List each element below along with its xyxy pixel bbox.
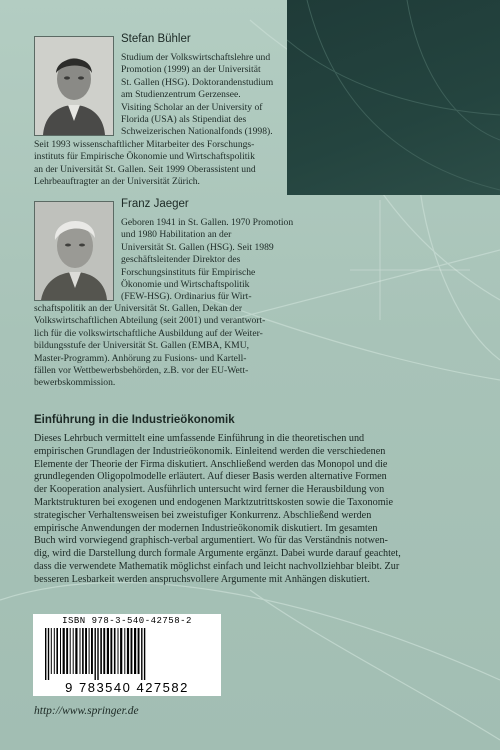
description-line: Buch wird vorwiegend graphisch-verbal argumentiert. Wo für das Verständnis notwen-	[34, 535, 388, 547]
portrait-image	[35, 37, 113, 135]
description-line: Elemente der Theorie der Firma diskutiert. Anschließend werden das Monopol und die	[34, 458, 388, 470]
barcode-bar	[120, 628, 122, 674]
bio-line: schaftspolitik an der Universität St. Gallen, Dekan der	[34, 303, 243, 314]
barcode-bar	[80, 628, 81, 674]
bio-line: Visiting Scholar an der University of	[121, 101, 263, 113]
author-1-bio-column	[121, 52, 273, 139]
barcode-bar	[131, 628, 133, 674]
barcode-bar	[103, 628, 105, 674]
barcode-bar	[66, 628, 68, 674]
bio-line: geschäftsleitender Direktor des	[121, 254, 241, 266]
bio-line: Volkswirtschaftlichen Abteilung (seit 2001) und verantwort-	[34, 315, 266, 327]
barcode-bar	[70, 628, 71, 674]
dark-block-curves	[287, 0, 500, 195]
barcode-bar	[60, 628, 61, 674]
bio-line: instituts für Empirische Ökonomie und Wirtschaftspolitik	[34, 151, 255, 163]
barcode-bar	[48, 628, 49, 680]
author-photo-franz-jaeger	[34, 201, 114, 301]
bio-line: und 1980 Habilitation an der	[121, 229, 232, 241]
barcode-bar	[82, 628, 84, 674]
bio-line: Master-Programm). Anhörung zu Fusions- und Kartell-	[34, 352, 247, 364]
barcode-bar	[95, 628, 96, 680]
barcode-bar	[118, 628, 119, 674]
barcode-bar	[134, 628, 136, 674]
description-line: Dieses Lehrbuch vermittelt eine umfassende Einführung in die theoretischen und	[34, 433, 365, 444]
barcode-bar	[54, 628, 55, 674]
isbn-barcode	[33, 614, 221, 696]
barcode-bar	[141, 628, 142, 680]
bio-line: Geboren 1941 in St. Gallen. 1970 Promotion	[121, 217, 294, 228]
bio-line: bildungsstufe der Universität St. Gallen (EMBA, KMU,	[34, 340, 250, 352]
barcode-bar	[75, 628, 77, 674]
author-2-bio-full	[34, 303, 265, 390]
barcode-bar	[100, 628, 102, 674]
description-line: besseren Lesbarkeit werden anspruchsvollere Argumente mit Anhängen diskutiert.	[34, 573, 370, 585]
bio-line: Lehrbeauftragter an der Universität Zürich.	[34, 176, 200, 188]
author-1-bio-full	[34, 139, 256, 189]
description-line: strategischer Verhaltensweisen bei zweistufiger Konkurrenz. Abschließend werden	[34, 509, 372, 521]
description-line: dass die verwendete Mathematik möglichst einfach und leicht nachvollziehbar bleibt. Zur	[34, 560, 400, 572]
portrait-image	[35, 202, 113, 300]
bio-line: an der Universität St. Gallen. Seit 1999 Oberassistent und	[34, 163, 256, 175]
bio-line: bewerbskommission.	[34, 377, 116, 389]
ean-number: 9 783540 427582	[65, 680, 189, 695]
barcode-bar	[56, 628, 58, 674]
author-photo-stefan-buehler	[34, 36, 114, 136]
bio-line: Forschungsinstituts für Empirische	[121, 266, 256, 278]
description-line: empirischen Grundlagen der Industrieökonomik. Einleitend werden die verschiedenen	[34, 445, 386, 457]
barcode-bar	[73, 628, 74, 674]
barcode-bar	[124, 628, 125, 674]
description-line: grundlegenden Oligopolmodelle erläutert. Auf dieser Basis werden alternative Formen	[34, 471, 387, 483]
barcode-bar	[127, 628, 129, 674]
barcode-bar	[107, 628, 109, 674]
book-title: Einführung in die Industrieökonomik	[34, 414, 235, 426]
author-name-1: Stefan Bühler	[121, 33, 191, 45]
bio-line: Ökonomie und Wirtschaftspolitik	[121, 279, 250, 291]
bio-line: lich für die volkswirtschaftliche Ausbildung auf der Weiter-	[34, 327, 263, 339]
description-line: dig, wird die Darstellung durch formale Argumente ergänzt. Dabei wurde darauf geachtet,	[34, 548, 401, 560]
bio-line: Universität St. Gallen (HSG). Seit 1989	[121, 241, 274, 253]
bio-line: Seit 1993 wissenschaftlicher Mitarbeiter des Forschungs-	[34, 139, 255, 150]
bio-line: am Studienzentrum Gerzensee.	[121, 89, 241, 101]
isbn-text: ISBN 978-3-540-42758-2	[62, 616, 192, 626]
barcode-bar	[138, 628, 140, 674]
book-description	[34, 433, 401, 587]
barcode-bar	[85, 628, 87, 674]
bio-line: fällen vor Wettbewerbsbehörden, z.B. vor der EU-Wett-	[34, 365, 249, 377]
barcode-bar	[91, 628, 93, 674]
bio-line: (FEW-HSG). Ordinarius für Wirt-	[121, 291, 252, 303]
bio-line: St. Gallen (HSG). Doktorandenstudium	[121, 76, 274, 88]
barcode-bar	[89, 628, 90, 674]
description-line: empirische Anwendungen der modernen Industrieökonomik diskutiert. Im gesamten	[34, 522, 378, 534]
author-2-bio-column	[121, 217, 293, 304]
bio-line: Schweizerischen Nationalfonds (1998).	[121, 126, 273, 138]
barcode-bar	[51, 628, 52, 674]
barcode-bar	[63, 628, 65, 674]
author-name-2: Franz Jaeger	[121, 198, 189, 210]
barcode-bar	[97, 628, 98, 680]
barcode-bar	[144, 628, 145, 680]
publisher-url[interactable]: http://www.springer.de	[34, 705, 139, 717]
barcode-bar	[114, 628, 116, 674]
bio-line: Promotion (1999) an der Universität	[121, 64, 261, 76]
bio-line: Florida (USA) als Stipendiat des	[121, 114, 247, 126]
description-line: Marktstrukturen bei exogenen und endogenen Marktzutrittskosten sowie die Taxonomie	[34, 496, 393, 508]
barcode-bars	[41, 628, 213, 680]
dark-decorative-block	[287, 0, 500, 195]
barcode-bar	[45, 628, 46, 680]
barcode-bar	[110, 628, 112, 674]
bio-line: Studium der Volkswirtschaftslehre und	[121, 52, 271, 63]
description-line: der Kooperation analysiert. Ausführlich untersucht wird ferner die Herausbildung von	[34, 484, 385, 496]
